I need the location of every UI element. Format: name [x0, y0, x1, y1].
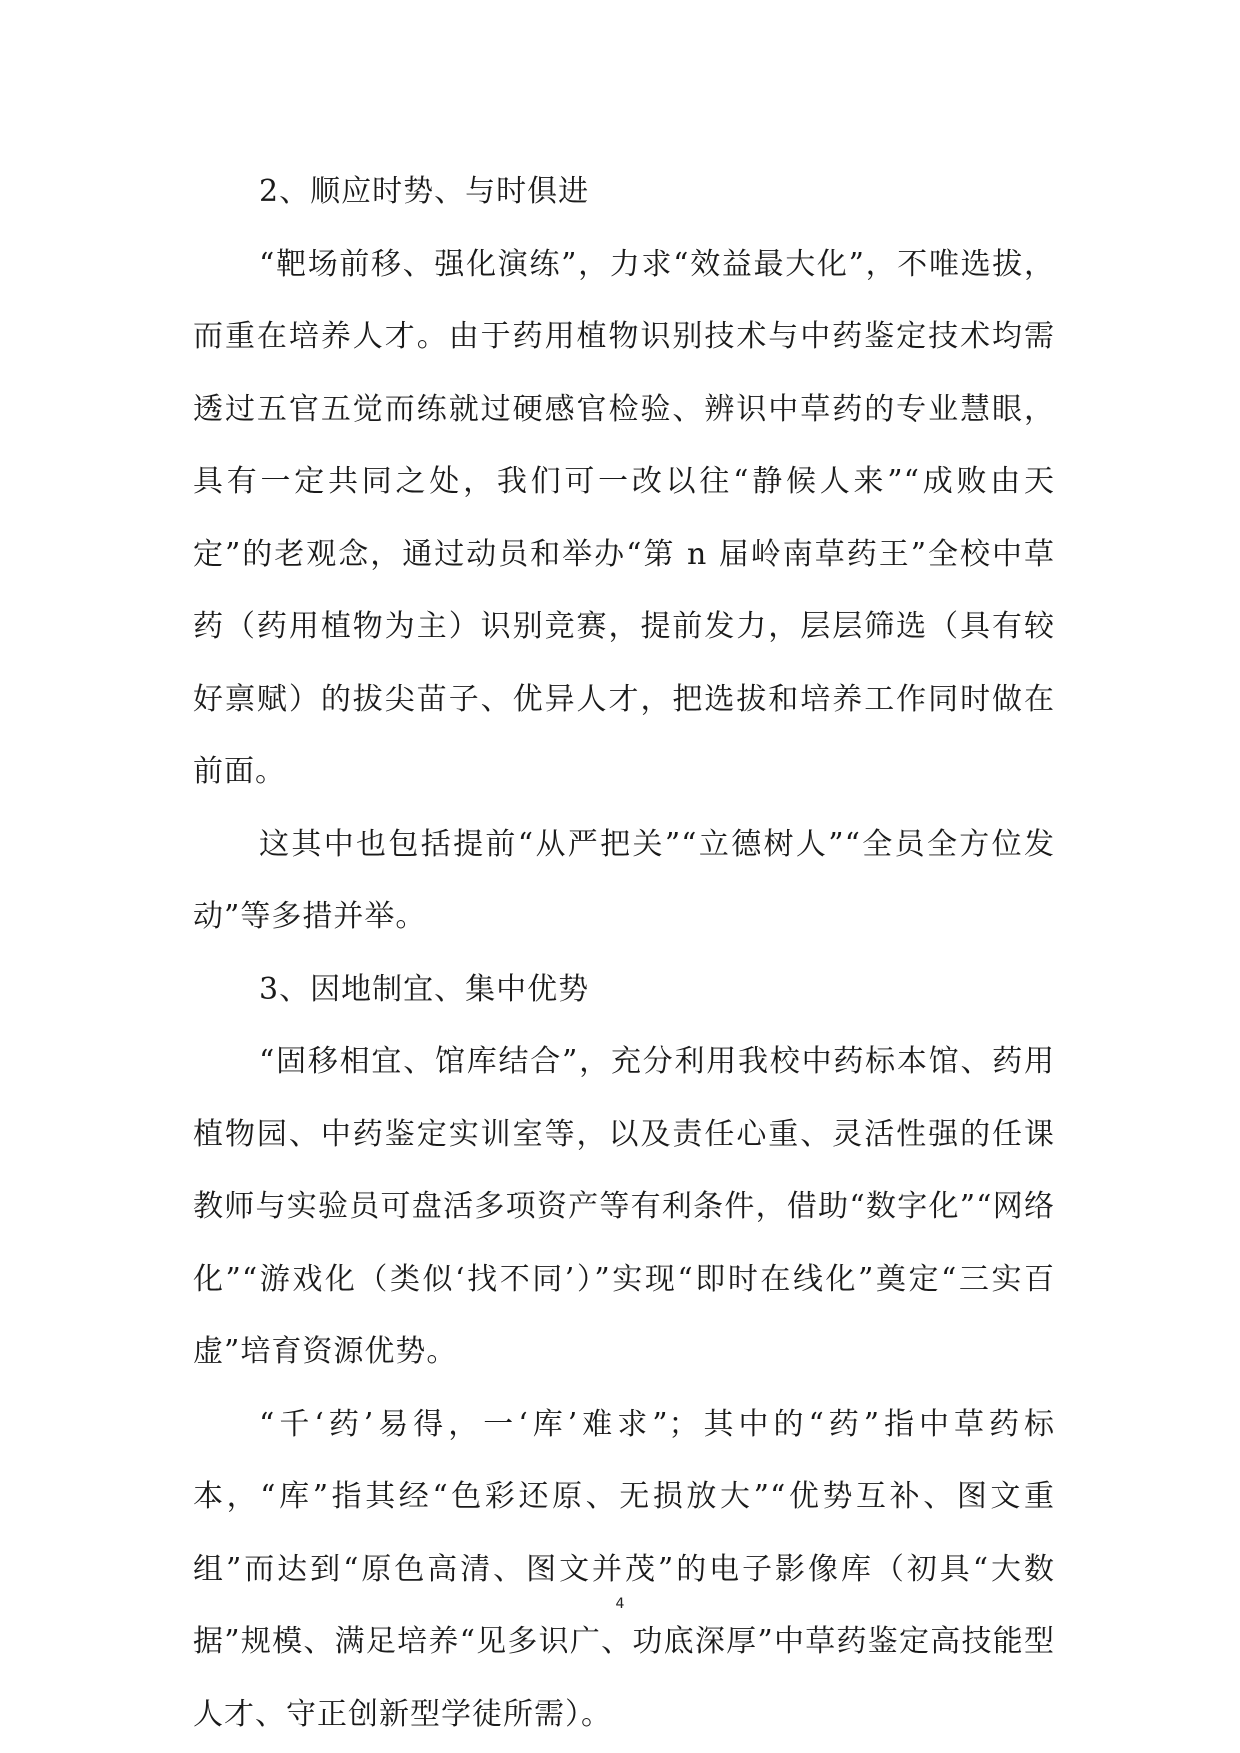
paragraph-training-forward: “靶场前移、强化演练”，力求“效益最大化”，不唯选拔，而重在培养人才。由于药用植物识别技术与中药鉴定技术均需透过五官五觉而练就过硬感官检验、辨识中草药的专业慧眼，具有一定共同之处，我们可一改以往“静候人来”“成败由天定”的老观念，通过动员和举办“第 n 届岭南草药王”全校中草药（药用植物为主）识别竞赛，提前发力，层层筛选（具有较好禀赋）的拔尖苗子、优异人才，把选拔和培养工作同时做在前面。 [193, 246, 1055, 789]
paragraph-multiple-measures: 这其中也包括提前“从严把关”“立德树人”“全员全方位发动”等多措并举。 [193, 826, 1055, 934]
section-heading-3: 3、因地制宜、集中优势 [259, 971, 590, 1007]
paragraph-resources: “固移相宜、馆库结合”，充分利用我校中药标本馆、药用植物园、中药鉴定实训室等，以及责任心重、灵活性强的任课教师与实验员可盘活多项资产等有利条件，借助“数字化”“网络化”“游戏化（类似‘找不同’）”实现“即时在线化”奠定“三实百虚”培育资源优势。 [193, 1044, 1055, 1369]
section-heading-2: 2、顺应时势、与时俱进 [259, 174, 590, 209]
page-number: 4 [615, 1596, 625, 1612]
document-body [193, 156, 1055, 1751]
paragraph-image-library: “千‘药’易得，一‘库’难求”；其中的“药”指中草药标本，“库”指其经“色彩还原、无损放大”“优势互补、图文重组”而达到“原色高清、图文并茂”的电子影像库（初具“大数据”规模、满足培养“见多识广、功底深厚”中草药鉴定高技能型人才、守正创新型学徒所需）。 [193, 1406, 1055, 1732]
